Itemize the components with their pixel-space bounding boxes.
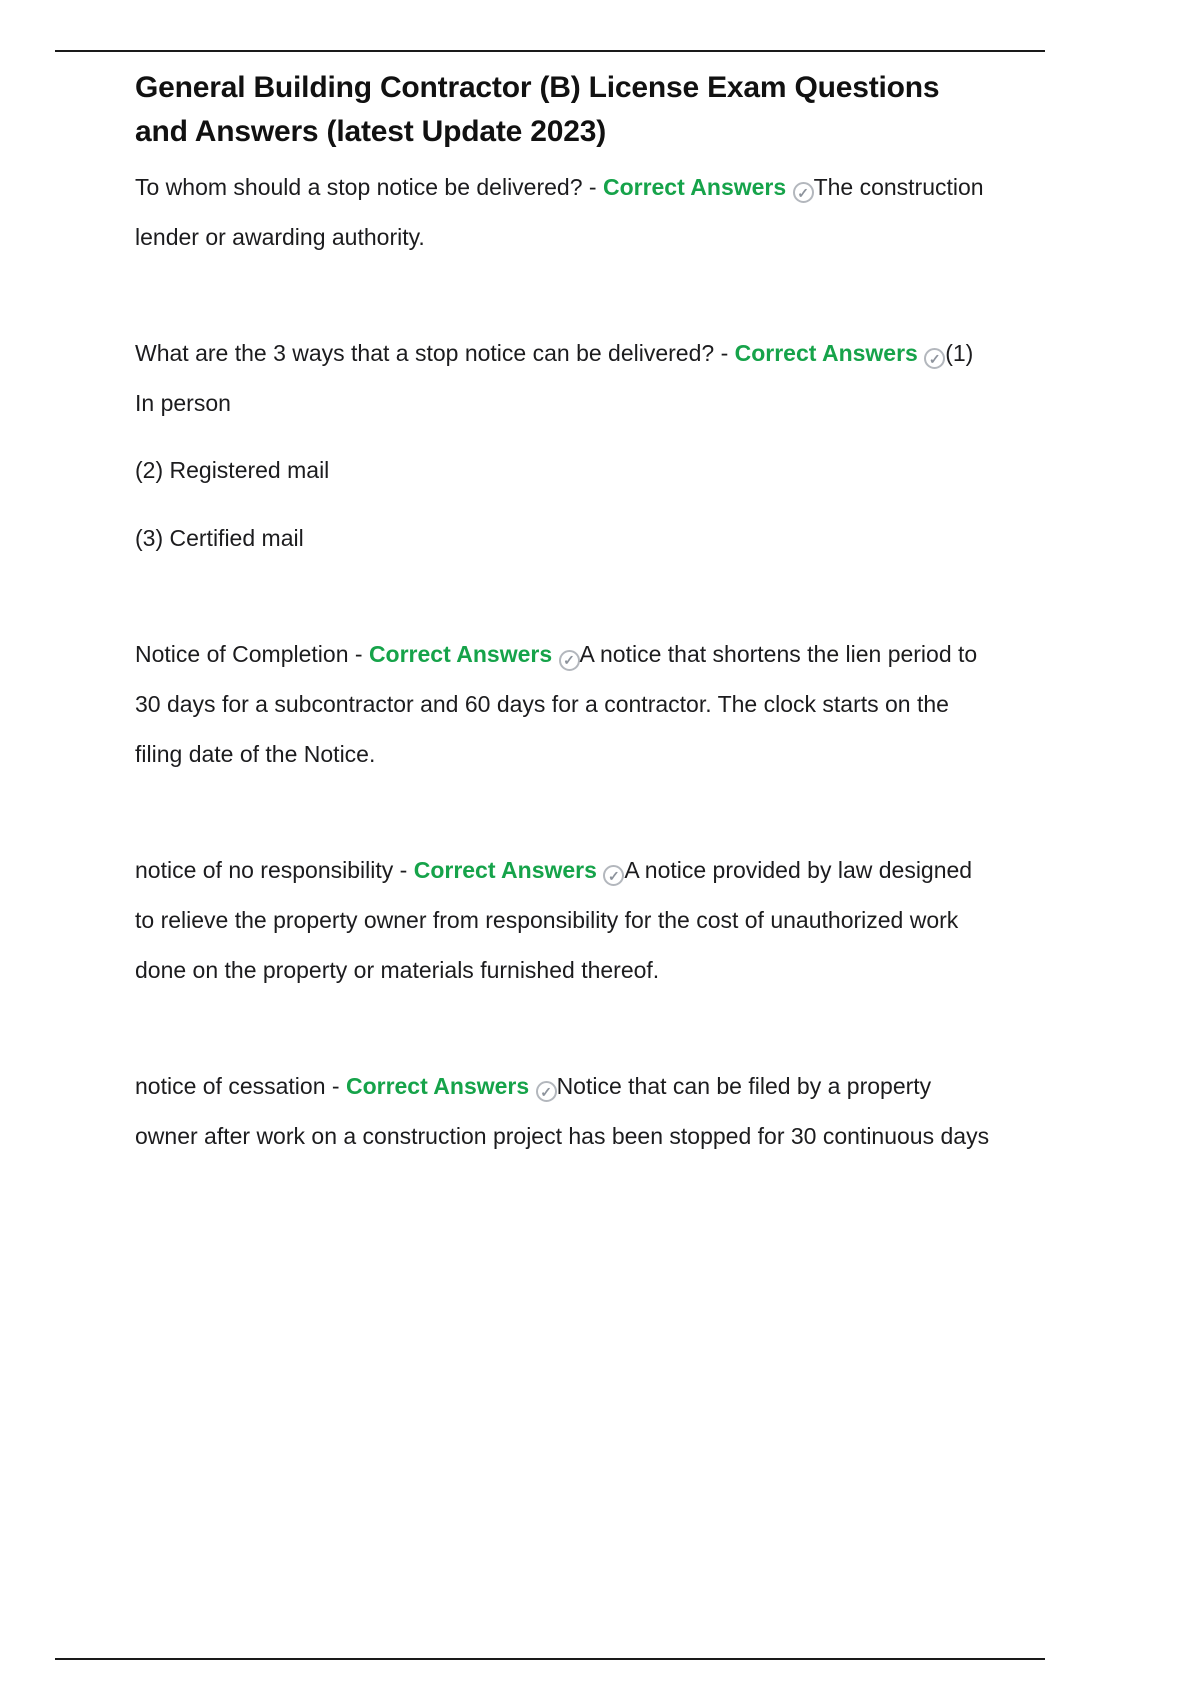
correct-answers-label: Correct Answers bbox=[413, 856, 597, 883]
qa-paragraph bbox=[135, 329, 995, 429]
answer-text: A notice that shortens the lien period to 30 days for a subcontractor and 60 days for a contractor. The clock starts on the filing date of the Notice. bbox=[135, 641, 978, 768]
answer-extra-line: (3) Certified mail bbox=[135, 525, 304, 552]
document-content bbox=[135, 66, 995, 1227]
qa-item bbox=[135, 163, 995, 263]
check-icon: ✓ bbox=[924, 348, 945, 369]
answer-text: The construction lender or awarding authority. bbox=[135, 173, 984, 250]
qa-paragraph bbox=[135, 1062, 995, 1162]
qa-paragraph bbox=[135, 163, 995, 263]
answer-text: (1) In person bbox=[135, 339, 974, 416]
answer-text: Notice that can be filed by a property owner after work on a construction project has been stopped for 30 continuous days bbox=[135, 1072, 990, 1149]
qa-paragraph bbox=[135, 630, 995, 780]
check-icon: ✓ bbox=[559, 650, 580, 671]
answer-extra-line: (2) Registered mail bbox=[135, 457, 330, 484]
qa-paragraph bbox=[135, 846, 995, 996]
check-icon: ✓ bbox=[536, 1081, 557, 1102]
correct-answers-label: Correct Answers bbox=[368, 641, 553, 668]
check-icon: ✓ bbox=[793, 182, 814, 203]
question-text: What are the 3 ways that a stop notice can be delivered? - bbox=[135, 339, 729, 366]
correct-answers-label: Correct Answers bbox=[734, 339, 918, 366]
document-title: General Building Contractor (B) License Exam Questions and Answers (latest Update 2023) bbox=[135, 71, 940, 149]
qa-item bbox=[135, 1062, 995, 1162]
question-text: notice of cessation - bbox=[135, 1072, 340, 1099]
correct-answers-label: Correct Answers bbox=[345, 1072, 530, 1099]
correct-answers-label: Correct Answers bbox=[602, 173, 787, 200]
question-text: Notice of Completion - bbox=[135, 641, 363, 668]
answer-text: A notice provided by law designed to relieve the property owner from responsibility for the cost of unauthorized work done on the property or materials furnished thereof. bbox=[135, 856, 973, 983]
qa-item bbox=[135, 630, 995, 780]
check-icon: ✓ bbox=[603, 865, 624, 886]
question-text: notice of no responsibility - bbox=[135, 856, 408, 883]
question-text: To whom should a stop notice be delivered? - bbox=[135, 173, 597, 200]
qa-item bbox=[135, 329, 995, 565]
top-rule bbox=[55, 50, 1045, 52]
qa-item bbox=[135, 846, 995, 996]
bottom-rule bbox=[55, 1658, 1045, 1660]
